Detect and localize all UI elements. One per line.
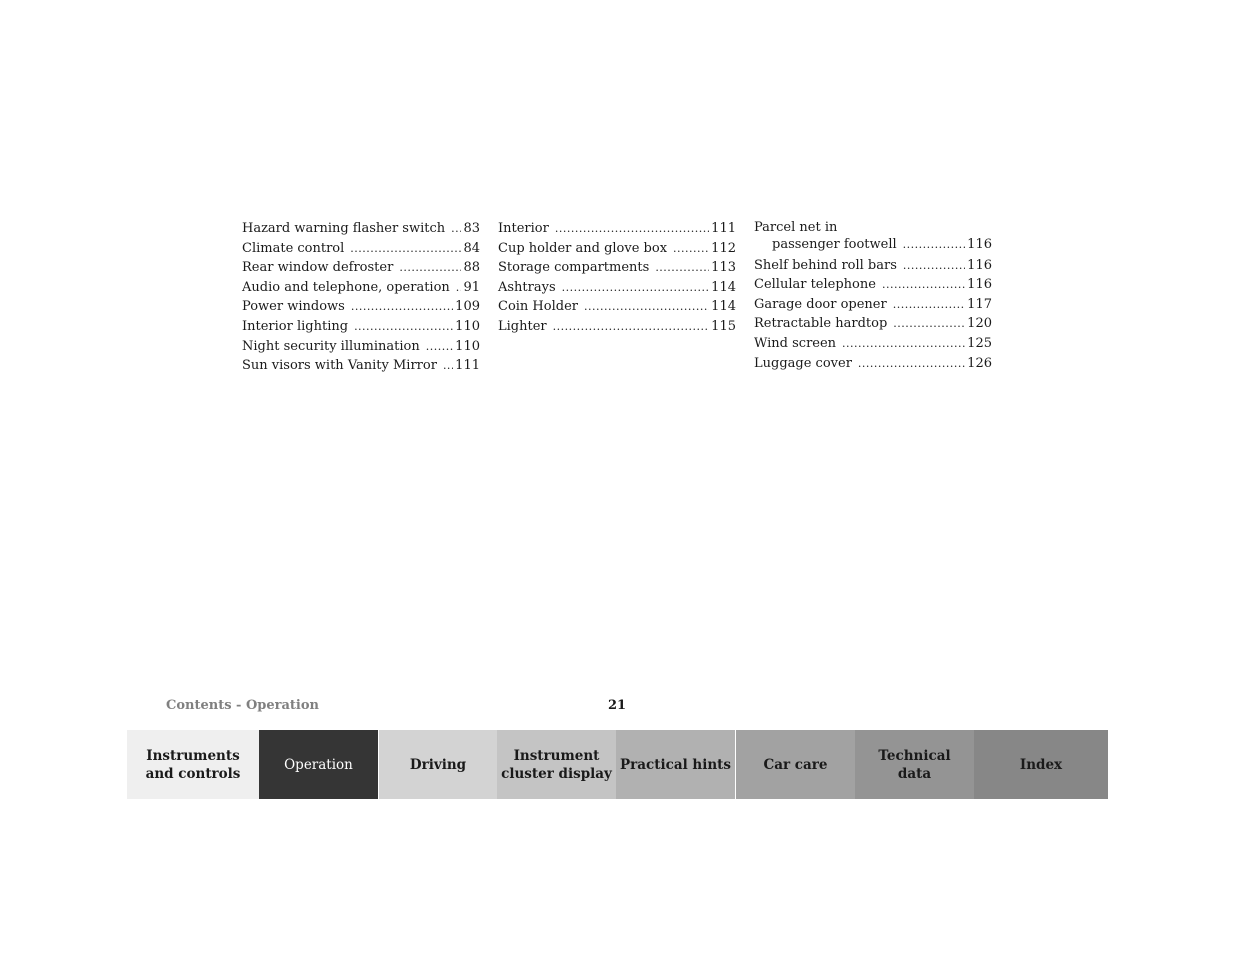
tab-instruments-and-controls[interactable] [127,730,259,799]
dot-leader [399,258,461,278]
toc-entry-title: Audio and telephone, operation [242,279,450,295]
toc-entry-page: 114 [711,299,736,315]
tab-technical-data[interactable] [855,730,974,799]
toc-entry-page: 109 [455,299,480,315]
tab-label: Practical hints [620,756,731,773]
dot-leader [903,236,966,253]
toc-entry-page: 115 [711,318,736,334]
dot-leader [893,314,965,334]
toc-entry-title: Power windows [242,299,345,315]
dot-leader [555,219,709,239]
toc-entry-title: Coin Holder [498,299,578,315]
toc-entry-hazard-warning[interactable] [242,219,480,239]
toc-entry-title: Interior lighting [242,318,349,334]
toc-entry-cellular-telephone[interactable] [754,275,992,295]
toc-entry-title: Cup holder and glove box [498,240,668,256]
toc-entry-page: 111 [711,221,736,236]
dot-leader [842,334,965,354]
toc-entry-page: 110 [455,338,480,354]
toc-entry-retractable-hardtop[interactable] [754,314,992,334]
toc-entry-page: 88 [463,260,480,276]
page-number: 21 [607,698,627,713]
toc-entry-power-windows[interactable] [242,297,480,317]
dot-leader [351,297,453,317]
toc-entry-sun-visors[interactable] [242,356,480,376]
toc-entry-page: 126 [967,355,992,371]
toc-entry-page: 83 [463,221,480,236]
toc-entry-night-security[interactable] [242,337,480,357]
section-tab-bar [127,730,1108,799]
tab-label: Instrument cluster display [501,747,612,782]
dot-leader [893,295,965,315]
toc-entry-page: 91 [463,279,480,295]
toc-entry-page: 125 [967,335,992,351]
toc-entry-page: 116 [967,257,992,273]
toc-entry-page: 84 [463,240,480,256]
toc-entry-page: 116 [967,277,992,293]
toc-entry-storage[interactable] [498,258,736,278]
dot-leader [443,356,453,376]
toc-entry-title: Sun visors with Vanity Mirror [242,358,437,374]
dot-leader [584,297,709,317]
toc-entry-title: Wind screen [754,335,837,351]
toc-entry-lighter[interactable] [498,317,736,337]
toc-entry-coin-holder[interactable] [498,297,736,317]
toc-entry-page: 120 [967,316,992,332]
toc-entry-title: Climate control [242,240,345,256]
toc-entry-title: Interior [498,221,549,236]
toc-entry-title: Cellular telephone [754,277,876,293]
tab-car-care[interactable] [736,730,855,799]
dot-leader [451,219,461,239]
dot-leader [350,239,461,259]
toc-entry-title: Storage compartments [498,260,650,276]
tab-index[interactable] [974,730,1108,799]
tab-label: Instruments and controls [145,747,241,782]
toc-entry-wind-screen[interactable] [754,334,992,354]
dot-leader [354,317,453,337]
toc-entry-page: 112 [711,240,736,256]
toc-entry-title: Shelf behind roll bars [754,257,897,273]
toc-column-2 [498,219,736,337]
toc-entry-title: Garage door opener [754,296,887,312]
dot-leader [553,317,710,337]
toc-entry-title: Lighter [498,318,547,334]
toc-column-1 [242,219,480,376]
toc-entry-parcel-net[interactable] [754,219,992,256]
toc-entry-interior[interactable] [498,219,736,239]
dot-leader [858,354,965,374]
toc-entry-title: Luggage cover [754,355,852,371]
toc-entry-climate-control[interactable] [242,239,480,259]
toc-entry-page: 117 [967,296,992,312]
toc-entry-interior-lighting[interactable] [242,317,480,337]
toc-entry-ashtrays[interactable] [498,278,736,298]
toc-entry-title: Night security illumination [242,338,420,354]
dot-leader [456,278,462,298]
toc-entry-title: Ashtrays [498,279,556,295]
dot-leader [882,275,965,295]
toc-entry-title: Hazard warning flasher switch [242,221,446,236]
dot-leader [426,337,453,357]
tab-label: Driving [409,756,467,773]
tab-label: Car care [763,756,828,773]
toc-entry-garage-door[interactable] [754,295,992,315]
section-title: Contents - Operation [166,698,319,713]
tab-label: Index [1019,756,1063,773]
tab-instrument-cluster-display[interactable] [497,730,616,799]
toc-entry-shelf-roll-bars[interactable] [754,256,992,276]
toc-entry-title: Retractable hardtop [754,316,888,332]
tab-label: Operation [284,756,353,773]
toc-entry-title-continued: passenger footwell [772,237,897,252]
tab-label: Technical data [878,747,951,782]
toc-entry-luggage-cover[interactable] [754,354,992,374]
toc-entry-title: Rear window defroster [242,260,394,276]
toc-entry-page: 113 [711,260,736,276]
dot-leader [673,239,709,259]
toc-entry-cup-holder[interactable] [498,239,736,259]
tab-operation[interactable] [259,730,378,799]
toc-entry-audio-telephone[interactable] [242,278,480,298]
toc-entry-page: 111 [455,358,480,374]
toc-entry-page: 110 [455,318,480,334]
tab-driving[interactable] [378,730,497,799]
dot-leader [903,256,965,276]
dot-leader [562,278,710,298]
toc-column-3 [754,219,992,373]
toc-entry-rear-defroster[interactable] [242,258,480,278]
tab-practical-hints[interactable] [616,730,736,799]
toc-entry-page: 114 [711,279,736,295]
dot-leader [655,258,709,278]
toc-entry-page: 116 [967,237,992,252]
toc-entry-title: Parcel net in [754,220,838,235]
